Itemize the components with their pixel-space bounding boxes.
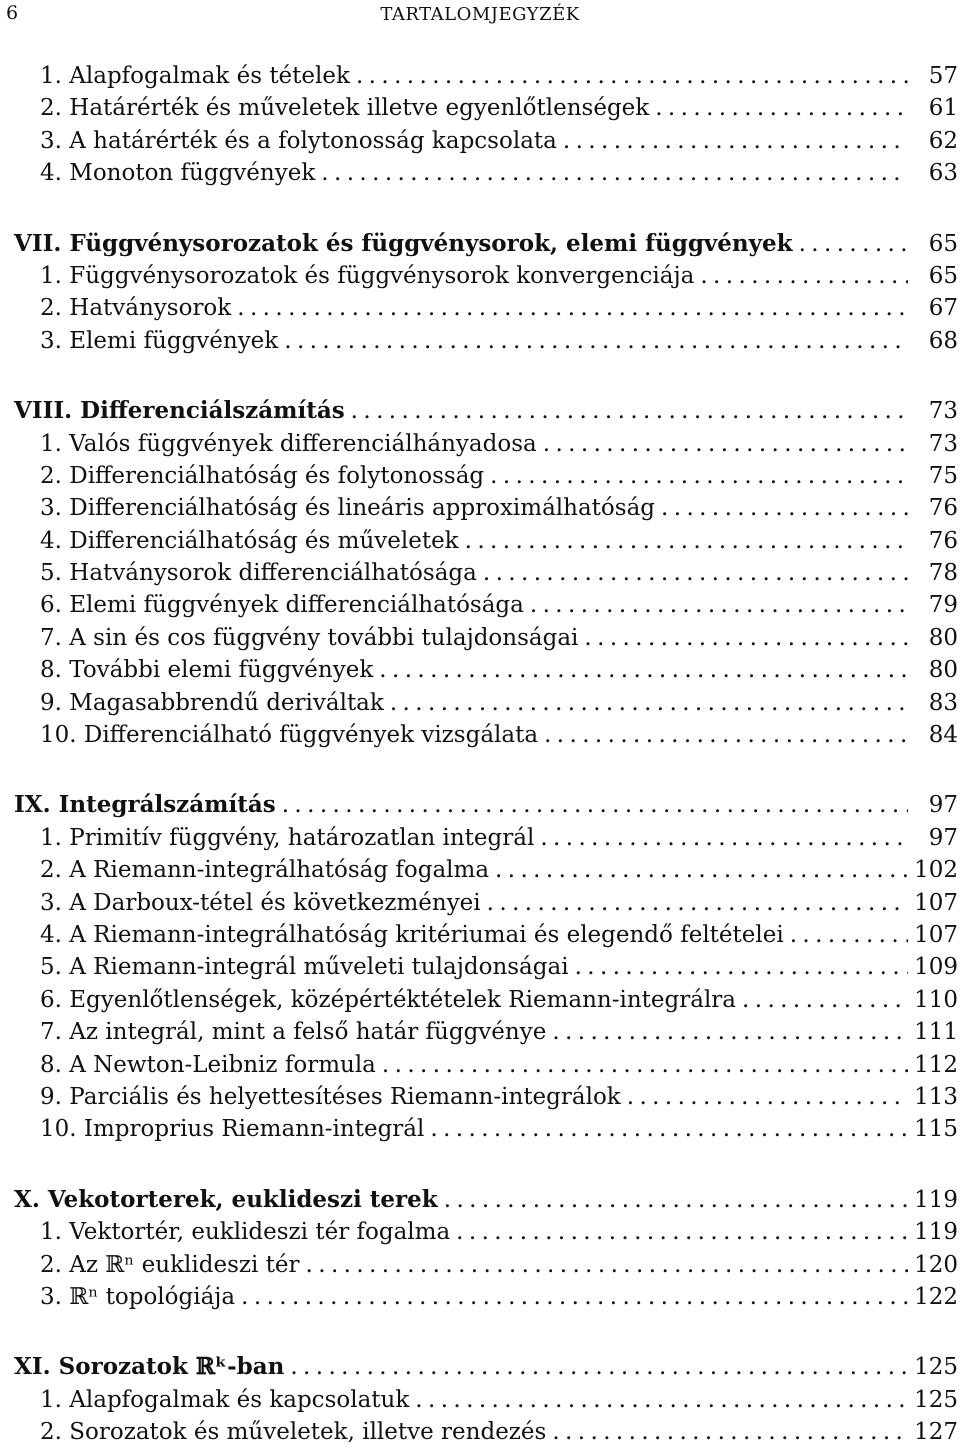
entry-number: 1.: [40, 1386, 62, 1413]
toc-chapter-entry[interactable]: [14, 1351, 958, 1383]
entry-title: Magasabbrendű deriváltak: [69, 689, 384, 716]
entry-title: ℝⁿ topológiája: [69, 1283, 236, 1310]
page-ref: 78: [928, 560, 958, 587]
toc-entry[interactable]: [14, 260, 958, 292]
entry-number: 2.: [40, 857, 62, 884]
page-ref: 73: [928, 430, 958, 457]
toc-section: [14, 789, 958, 1145]
toc-section: [14, 60, 958, 190]
entry-title: A Riemann-integrálhatóság kritériumai és elegendő feltételei: [69, 921, 784, 948]
entry-number: 5.: [40, 560, 62, 587]
entry-number: 1.: [40, 824, 62, 851]
page-number: 6: [6, 2, 19, 24]
entry-title: Hatványsorok differenciálhatósága: [69, 560, 477, 587]
section-gap: [14, 357, 958, 395]
dot-leader: [282, 789, 908, 821]
dot-leader: [490, 460, 908, 492]
dot-leader: [284, 325, 908, 357]
dot-leader: [584, 622, 908, 654]
entry-title: A Darboux-tétel és következményei: [69, 889, 481, 916]
chapter-number: VII.: [14, 229, 62, 257]
entry-label: [14, 654, 379, 686]
toc-chapter-entry[interactable]: [14, 789, 958, 821]
chapter-label: [14, 1184, 444, 1216]
dot-leader: [290, 1351, 908, 1383]
toc-entry[interactable]: [14, 1281, 958, 1313]
page-ref: 84: [928, 722, 958, 749]
toc-chapter-entry[interactable]: [14, 1184, 958, 1216]
toc-entry[interactable]: [14, 1249, 958, 1281]
entry-title: A határérték és a folytonosság kapcsolata: [69, 127, 557, 154]
entry-label: [14, 557, 483, 589]
page-ref: 107: [914, 889, 958, 916]
toc-section: [14, 395, 958, 751]
dot-leader: [495, 854, 908, 886]
entry-label: [14, 687, 390, 719]
entry-label: [14, 1281, 241, 1313]
dot-leader: [487, 887, 908, 919]
page-ref: 125: [914, 1354, 958, 1381]
dot-leader: [627, 1081, 908, 1113]
toc-section: [14, 228, 958, 358]
dot-leader: [379, 654, 908, 686]
dot-leader: [444, 1184, 908, 1216]
entry-number: 8.: [40, 1051, 62, 1078]
entry-label: [14, 854, 495, 886]
toc-entry[interactable]: [14, 654, 958, 686]
entry-number: 7.: [40, 624, 62, 651]
entry-title: Differenciálhatóság és műveletek: [69, 527, 459, 554]
dot-leader: [306, 1249, 908, 1281]
dot-leader: [530, 589, 908, 621]
toc-entry[interactable]: [14, 854, 958, 886]
entry-title: Monoton függvények: [69, 160, 316, 187]
entry-number: 3.: [40, 327, 62, 354]
toc-entry[interactable]: [14, 719, 958, 751]
dot-leader: [552, 1016, 908, 1048]
chapter-number: VIII.: [14, 397, 73, 425]
entry-title: A sin és cos függvény további tulajdonságai: [69, 624, 579, 651]
toc-chapter-entry[interactable]: [14, 395, 958, 427]
chapter-title: Függvénysorozatok és függvénysorok, elemi függvények: [69, 229, 793, 257]
dot-leader: [356, 60, 908, 92]
entry-title: Differenciálhatóság és folytonosság: [69, 462, 485, 489]
toc-entry[interactable]: [14, 60, 958, 92]
entry-title: A Riemann-integrál műveleti tulajdonságai: [69, 954, 569, 981]
entry-title: Elemi függvények: [69, 327, 279, 354]
chapter-label: [14, 228, 799, 260]
toc-entry[interactable]: [14, 325, 958, 357]
entry-title: További elemi függvények: [69, 657, 374, 684]
page-ref: 125: [914, 1386, 958, 1413]
entry-number: 4.: [40, 921, 62, 948]
chapter-title: Integrálszámítás: [58, 791, 276, 819]
toc-entry[interactable]: [14, 1384, 958, 1416]
page-ref: 112: [914, 1051, 958, 1078]
entry-number: 1.: [40, 1219, 62, 1246]
chapter-number: X.: [14, 1185, 40, 1213]
entry-title: Egyenlőtlenségek, középértéktételek Riemann-integrálra: [69, 986, 737, 1013]
section-gap: [14, 751, 958, 789]
entry-title: A Riemann-integrálhatóság fogalma: [69, 857, 490, 884]
toc-entry[interactable]: [14, 687, 958, 719]
toc-entry[interactable]: [14, 1216, 958, 1248]
dot-leader: [655, 92, 908, 124]
page-ref: 111: [914, 1019, 958, 1046]
entry-label: [14, 125, 563, 157]
dot-leader: [552, 1416, 908, 1448]
dot-leader: [321, 157, 908, 189]
dot-leader: [456, 1216, 908, 1248]
entry-title: Improprius Riemann-integrál: [83, 1116, 425, 1143]
page-header: [0, 0, 960, 32]
entry-title: Határérték és műveletek illetve egyenlőtlenségek: [69, 95, 650, 122]
toc-entry[interactable]: [14, 951, 958, 983]
entry-number: 4.: [40, 160, 62, 187]
toc-section: [14, 1184, 958, 1314]
entry-title: Primitív függvény, határozatlan integrál: [69, 824, 535, 851]
toc-entry[interactable]: [14, 157, 958, 189]
toc-entry[interactable]: [14, 125, 958, 157]
entry-number: 3.: [40, 127, 62, 154]
entry-number: 2.: [40, 1251, 62, 1278]
page-ref: 63: [928, 160, 958, 187]
entry-label: [14, 984, 742, 1016]
toc-entry[interactable]: [14, 1016, 958, 1048]
entry-number: 6.: [40, 592, 62, 619]
entry-number: 3.: [40, 889, 62, 916]
page-ref: 97: [928, 824, 958, 851]
page-ref: 61: [928, 95, 958, 122]
chapter-label: [14, 789, 282, 821]
toc-entry[interactable]: [14, 622, 958, 654]
toc-entry[interactable]: [14, 1416, 958, 1448]
entry-label: [14, 292, 237, 324]
dot-leader: [799, 228, 908, 260]
page-ref: 80: [928, 624, 958, 651]
dot-leader: [742, 984, 908, 1016]
entry-label: [14, 92, 655, 124]
entry-label: [14, 492, 661, 524]
toc-entry[interactable]: [14, 460, 958, 492]
entry-number: 3.: [40, 1283, 62, 1310]
dot-leader: [241, 1281, 908, 1313]
entry-number: 4.: [40, 527, 62, 554]
chapter-label: [14, 1351, 290, 1383]
toc-entry[interactable]: [14, 292, 958, 324]
entry-title: Differenciálhatóság és lineáris approximálhatóság: [69, 495, 656, 522]
page-ref: 119: [914, 1186, 958, 1213]
section-gap: [14, 190, 958, 228]
dot-leader: [543, 428, 908, 460]
page-ref: 73: [928, 398, 958, 425]
entry-number: 9.: [40, 689, 62, 716]
entry-title: Függvénysorozatok és függvénysorok konvergenciája: [69, 262, 695, 289]
toc-entry[interactable]: [14, 1049, 958, 1081]
entry-number: 7.: [40, 1019, 62, 1046]
dot-leader: [390, 687, 908, 719]
toc-entry[interactable]: [14, 428, 958, 460]
toc-entry[interactable]: [14, 984, 958, 1016]
chapter-label: [14, 395, 351, 427]
entry-label: [14, 951, 575, 983]
page-ref: 115: [914, 1116, 958, 1143]
entry-number: 2.: [40, 462, 62, 489]
page-ref: 65: [928, 262, 958, 289]
page-ref: 107: [914, 921, 958, 948]
toc-entry[interactable]: [14, 1113, 958, 1145]
entry-label: [14, 622, 584, 654]
dot-leader: [415, 1384, 908, 1416]
chapter-title: Vekotorterek, euklideszi terek: [47, 1185, 438, 1213]
page-ref: 75: [928, 462, 958, 489]
dot-leader: [430, 1113, 908, 1145]
page-ref: 76: [928, 527, 958, 554]
toc-entry[interactable]: [14, 919, 958, 951]
entry-number: 2.: [40, 1419, 62, 1446]
running-title: TARTALOMJEGYZÉK: [380, 4, 580, 25]
entry-number: 1.: [40, 430, 62, 457]
toc-entry[interactable]: [14, 557, 958, 589]
entry-label: [14, 1016, 552, 1048]
chapter-number: IX.: [14, 791, 51, 819]
entry-title: Differenciálható függvények vizsgálata: [83, 722, 539, 749]
entry-number: 1.: [40, 63, 62, 89]
toc-entry[interactable]: [14, 887, 958, 919]
dot-leader: [540, 822, 908, 854]
page-ref: 67: [928, 295, 958, 322]
entry-title: A Newton-Leibniz formula: [69, 1051, 376, 1078]
entry-label: [14, 1081, 627, 1113]
section-gap: [14, 1146, 958, 1184]
toc-entry[interactable]: [14, 589, 958, 621]
entry-label: [14, 60, 356, 92]
chapter-title: Differenciálszámítás: [80, 397, 345, 425]
toc-entry[interactable]: [14, 92, 958, 124]
page-ref: 110: [914, 986, 958, 1013]
entry-label: [14, 460, 490, 492]
entry-label: [14, 919, 790, 951]
entry-number: 10.: [40, 722, 77, 749]
page-ref: 62: [928, 127, 958, 154]
page-ref: 57: [928, 63, 958, 89]
toc-entry[interactable]: [14, 525, 958, 557]
entry-title: Sorozatok és műveletek, illetve rendezés: [69, 1419, 547, 1446]
dot-leader: [700, 260, 908, 292]
entry-title: Az ℝⁿ euklideszi tér: [69, 1251, 300, 1278]
entry-number: 2.: [40, 95, 62, 122]
page-ref: 68: [928, 327, 958, 354]
entry-label: [14, 1113, 430, 1145]
entry-label: [14, 1384, 415, 1416]
dot-leader: [351, 395, 908, 427]
entry-number: 2.: [40, 295, 62, 322]
entry-title: Elemi függvények differenciálhatósága: [69, 592, 524, 619]
dot-leader: [563, 125, 908, 157]
dot-leader: [382, 1049, 908, 1081]
page-ref: 80: [928, 657, 958, 684]
entry-number: 8.: [40, 657, 62, 684]
entry-title: Vektortér, euklideszi tér fogalma: [69, 1219, 451, 1246]
chapter-number: XI.: [14, 1353, 51, 1381]
entry-label: [14, 589, 530, 621]
dot-leader: [661, 492, 908, 524]
entry-title: Valós függvények differenciálhányadosa: [69, 430, 537, 457]
dot-leader: [790, 919, 908, 951]
entry-label: [14, 260, 700, 292]
dot-leader: [483, 557, 908, 589]
chapter-title: Sorozatok ℝᵏ-ban: [58, 1353, 285, 1381]
entry-title: Hatványsorok: [69, 295, 232, 322]
page-ref: 120: [914, 1251, 958, 1278]
page-ref: 113: [914, 1083, 958, 1110]
table-of-contents: [14, 60, 958, 1448]
page-ref: 127: [914, 1419, 958, 1446]
page-ref: 79: [928, 592, 958, 619]
page-ref: 122: [914, 1283, 958, 1310]
entry-label: [14, 1216, 456, 1248]
entry-label: [14, 325, 284, 357]
page-ref: 97: [928, 792, 958, 819]
page-ref: 65: [928, 230, 958, 257]
entry-label: [14, 887, 487, 919]
entry-label: [14, 822, 540, 854]
dot-leader: [544, 719, 908, 751]
entry-number: 10.: [40, 1116, 77, 1143]
entry-title: Alapfogalmak és tételek: [69, 63, 350, 89]
entry-label: [14, 428, 543, 460]
toc-entry[interactable]: [14, 822, 958, 854]
toc-chapter-entry[interactable]: [14, 228, 958, 260]
section-gap: [14, 1313, 958, 1351]
page-ref: 76: [928, 495, 958, 522]
toc-section: [14, 1351, 958, 1448]
entry-label: [14, 1049, 382, 1081]
entry-label: [14, 719, 544, 751]
toc-entry[interactable]: [14, 492, 958, 524]
entry-number: 1.: [40, 262, 62, 289]
entry-number: 5.: [40, 954, 62, 981]
entry-label: [14, 1416, 552, 1448]
dot-leader: [465, 525, 908, 557]
page-ref: 102: [914, 857, 958, 884]
page-ref: 109: [914, 954, 958, 981]
entry-label: [14, 157, 321, 189]
entry-title: Az integrál, mint a felső határ függvénye: [69, 1019, 547, 1046]
dot-leader: [575, 951, 908, 983]
entry-number: 6.: [40, 986, 62, 1013]
entry-label: [14, 1249, 306, 1281]
dot-leader: [237, 292, 908, 324]
entry-title: Parciális és helyettesítéses Riemann-integrálok: [69, 1083, 621, 1110]
entry-number: 3.: [40, 495, 62, 522]
toc-entry[interactable]: [14, 1081, 958, 1113]
entry-number: 9.: [40, 1083, 62, 1110]
entry-label: [14, 525, 465, 557]
page-ref: 83: [928, 689, 958, 716]
page-ref: 119: [914, 1219, 958, 1246]
entry-title: Alapfogalmak és kapcsolatuk: [69, 1386, 410, 1413]
